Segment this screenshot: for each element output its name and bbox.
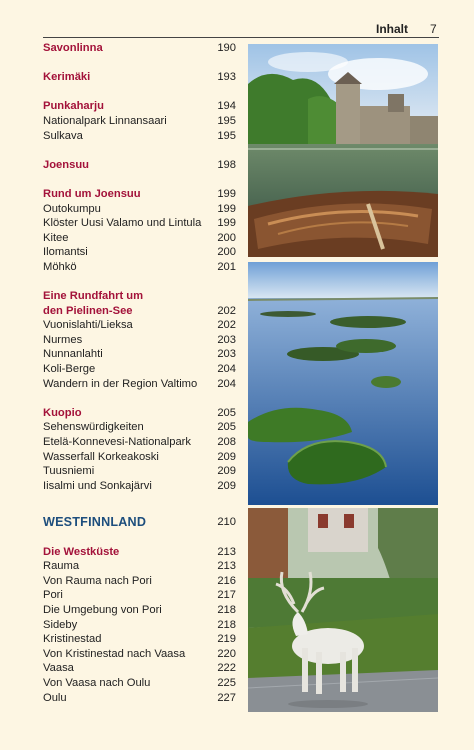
toc-section-heading bbox=[43, 158, 236, 173]
toc-entry-page: 195 bbox=[217, 129, 236, 142]
toc-entry-page: 198 bbox=[217, 158, 236, 171]
toc-entry-page: 213 bbox=[217, 560, 236, 573]
header-title: Inhalt bbox=[376, 22, 408, 36]
toc-entry-page: 202 bbox=[217, 319, 236, 332]
toc-entry-page: 205 bbox=[217, 421, 236, 434]
toc-entry-label: WESTFINNLAND bbox=[43, 515, 147, 530]
toc-entry bbox=[43, 202, 236, 217]
toc-entry-page: 204 bbox=[217, 363, 236, 376]
toc-entry-label: Nurmes bbox=[43, 333, 83, 346]
toc-entry bbox=[43, 362, 236, 377]
toc-entry bbox=[43, 114, 236, 129]
toc-entry bbox=[43, 479, 236, 494]
toc-entry-page: 218 bbox=[217, 618, 236, 631]
toc-entry bbox=[43, 245, 236, 260]
toc-spacer bbox=[43, 85, 236, 100]
toc-entry-page: 208 bbox=[217, 436, 236, 449]
toc-section-heading bbox=[43, 289, 236, 304]
page-header bbox=[0, 0, 474, 36]
toc-entry-page: 203 bbox=[217, 333, 236, 346]
toc-entry-label: Nationalpark Linnansaari bbox=[43, 114, 167, 127]
photo-lake-islands bbox=[248, 262, 438, 505]
toc-entry-label: Von Rauma nach Pori bbox=[43, 574, 152, 587]
toc-entry-page: 205 bbox=[217, 406, 236, 419]
toc-entry-page: 220 bbox=[217, 647, 236, 660]
toc-section-heading bbox=[43, 545, 236, 560]
toc-section-heading bbox=[43, 99, 236, 114]
toc-entry-page: 204 bbox=[217, 377, 236, 390]
toc-entry-label: Tuusniemi bbox=[43, 465, 95, 478]
toc-entry bbox=[43, 318, 236, 333]
toc-entry-label: Sehenswürdigkeiten bbox=[43, 421, 144, 434]
header-page-number: 7 bbox=[430, 22, 437, 36]
toc-entry bbox=[43, 216, 236, 231]
toc-entry-page: 193 bbox=[217, 71, 236, 84]
toc-entry-label: Iisalmi und Sonkajärvi bbox=[43, 479, 152, 492]
toc-entry bbox=[43, 231, 236, 246]
toc-spacer bbox=[43, 493, 236, 515]
toc-entry-label: Wandern in der Region Valtimo bbox=[43, 377, 198, 390]
toc-entry bbox=[43, 574, 236, 589]
toc-entry-page: 209 bbox=[217, 479, 236, 492]
toc-entry bbox=[43, 260, 236, 275]
toc-entry-label: Joensuu bbox=[43, 158, 90, 171]
toc-entry-label: Punkaharju bbox=[43, 100, 104, 113]
toc-spacer bbox=[43, 56, 236, 71]
toc-entry-label: Von Kristinestad nach Vaasa bbox=[43, 647, 186, 660]
toc-entry-page: 199 bbox=[217, 187, 236, 200]
toc-entry-label: Etelä-Konnevesi-Nationalpark bbox=[43, 436, 192, 449]
toc-entry bbox=[43, 647, 236, 662]
toc-section-heading bbox=[43, 406, 236, 421]
toc-entry bbox=[43, 661, 236, 676]
toc-section-heading bbox=[43, 41, 236, 56]
toc-section-heading bbox=[43, 304, 236, 319]
toc-entry-page: 200 bbox=[217, 246, 236, 259]
toc-spacer bbox=[43, 143, 236, 158]
toc-entry-page: 209 bbox=[217, 450, 236, 463]
toc-entry bbox=[43, 450, 236, 465]
toc-entry-label: Wasserfall Korkeakoski bbox=[43, 450, 159, 463]
toc-entry-label: Oulu bbox=[43, 691, 67, 704]
toc-entry bbox=[43, 464, 236, 479]
toc-entry-page: 227 bbox=[217, 691, 236, 704]
toc-entry-label: Kristinestad bbox=[43, 633, 102, 646]
toc-entry-page: 210 bbox=[217, 516, 236, 529]
toc-entry bbox=[43, 588, 236, 603]
toc-entry-page: 199 bbox=[217, 217, 236, 230]
toc-entry bbox=[43, 377, 236, 392]
toc-entry-page: 200 bbox=[217, 231, 236, 244]
toc-entry-page: 201 bbox=[217, 260, 236, 273]
toc-section-heading bbox=[43, 70, 236, 85]
toc-entry-page: 219 bbox=[217, 633, 236, 646]
toc-entry bbox=[43, 435, 236, 450]
toc-entry bbox=[43, 559, 236, 574]
toc-section-heading bbox=[43, 187, 236, 202]
toc-entry-page: 209 bbox=[217, 465, 236, 478]
toc-entry-label: Nunnanlahti bbox=[43, 348, 103, 361]
toc-entry-label: Rund um Joensuu bbox=[43, 187, 141, 200]
toc-entry bbox=[43, 129, 236, 144]
toc-entry-page: 203 bbox=[217, 348, 236, 361]
toc-entry-label: Vaasa bbox=[43, 662, 74, 675]
toc-entry-page: 216 bbox=[217, 574, 236, 587]
toc-entry-label: Kuopio bbox=[43, 406, 82, 419]
toc-entry-label: Kerimäki bbox=[43, 71, 91, 84]
toc-entry-label: Vuonislahti/Lieksa bbox=[43, 319, 133, 332]
toc-entry-page: 199 bbox=[217, 202, 236, 215]
toc-entry-label: Von Vaasa nach Oulu bbox=[43, 676, 151, 689]
toc-entry-page: 213 bbox=[217, 545, 236, 558]
toc-spacer bbox=[43, 172, 236, 187]
toc-entry bbox=[43, 618, 236, 633]
toc-entry bbox=[43, 347, 236, 362]
toc-entry-page: 222 bbox=[217, 662, 236, 675]
toc-entry-label: den Pielinen-See bbox=[43, 304, 133, 317]
toc-entry-label: Savonlinna bbox=[43, 42, 103, 54]
toc-entry-page: 218 bbox=[217, 603, 236, 616]
toc-spacer bbox=[43, 391, 236, 406]
toc-entry bbox=[43, 676, 236, 691]
photo-castle-lake bbox=[248, 44, 438, 257]
toc-entry-label: Pori bbox=[43, 589, 63, 602]
toc-entry-label: Koli-Berge bbox=[43, 363, 96, 376]
toc-spacer bbox=[43, 530, 236, 545]
toc-entry-label: Möhkö bbox=[43, 260, 77, 273]
toc-entry bbox=[43, 420, 236, 435]
toc-entry-label: Eine Rundfahrt um bbox=[43, 290, 144, 303]
toc-entry-label: Ilomantsi bbox=[43, 246, 88, 259]
toc-entry-label: Rauma bbox=[43, 560, 80, 573]
toc-region-heading bbox=[43, 515, 236, 530]
toc-entry-page: 195 bbox=[217, 114, 236, 127]
header-rule bbox=[43, 37, 439, 38]
toc-entry-label: Sulkava bbox=[43, 129, 83, 142]
table-of-contents bbox=[43, 41, 236, 705]
toc-entry-page: 217 bbox=[217, 589, 236, 602]
toc-entry-label: Outokumpu bbox=[43, 202, 101, 215]
toc-entry-label: Klöster Uusi Valamo und Lintula bbox=[43, 217, 202, 230]
toc-entry-label: Die Westküste bbox=[43, 545, 120, 558]
toc-entry-label: Kitee bbox=[43, 231, 69, 244]
toc-entry-page: 194 bbox=[217, 100, 236, 113]
toc-entry bbox=[43, 603, 236, 618]
toc-entry-label: Die Umgebung von Pori bbox=[43, 603, 162, 616]
toc-entry bbox=[43, 333, 236, 348]
toc-entry bbox=[43, 691, 236, 706]
toc-entry bbox=[43, 632, 236, 647]
toc-entry-page: 202 bbox=[217, 304, 236, 317]
toc-entry-label: Sideby bbox=[43, 618, 78, 631]
toc-entry-page: 225 bbox=[217, 676, 236, 689]
photo-white-reindeer bbox=[248, 508, 438, 712]
toc-spacer bbox=[43, 275, 236, 290]
toc-entry-page: 190 bbox=[217, 42, 236, 54]
